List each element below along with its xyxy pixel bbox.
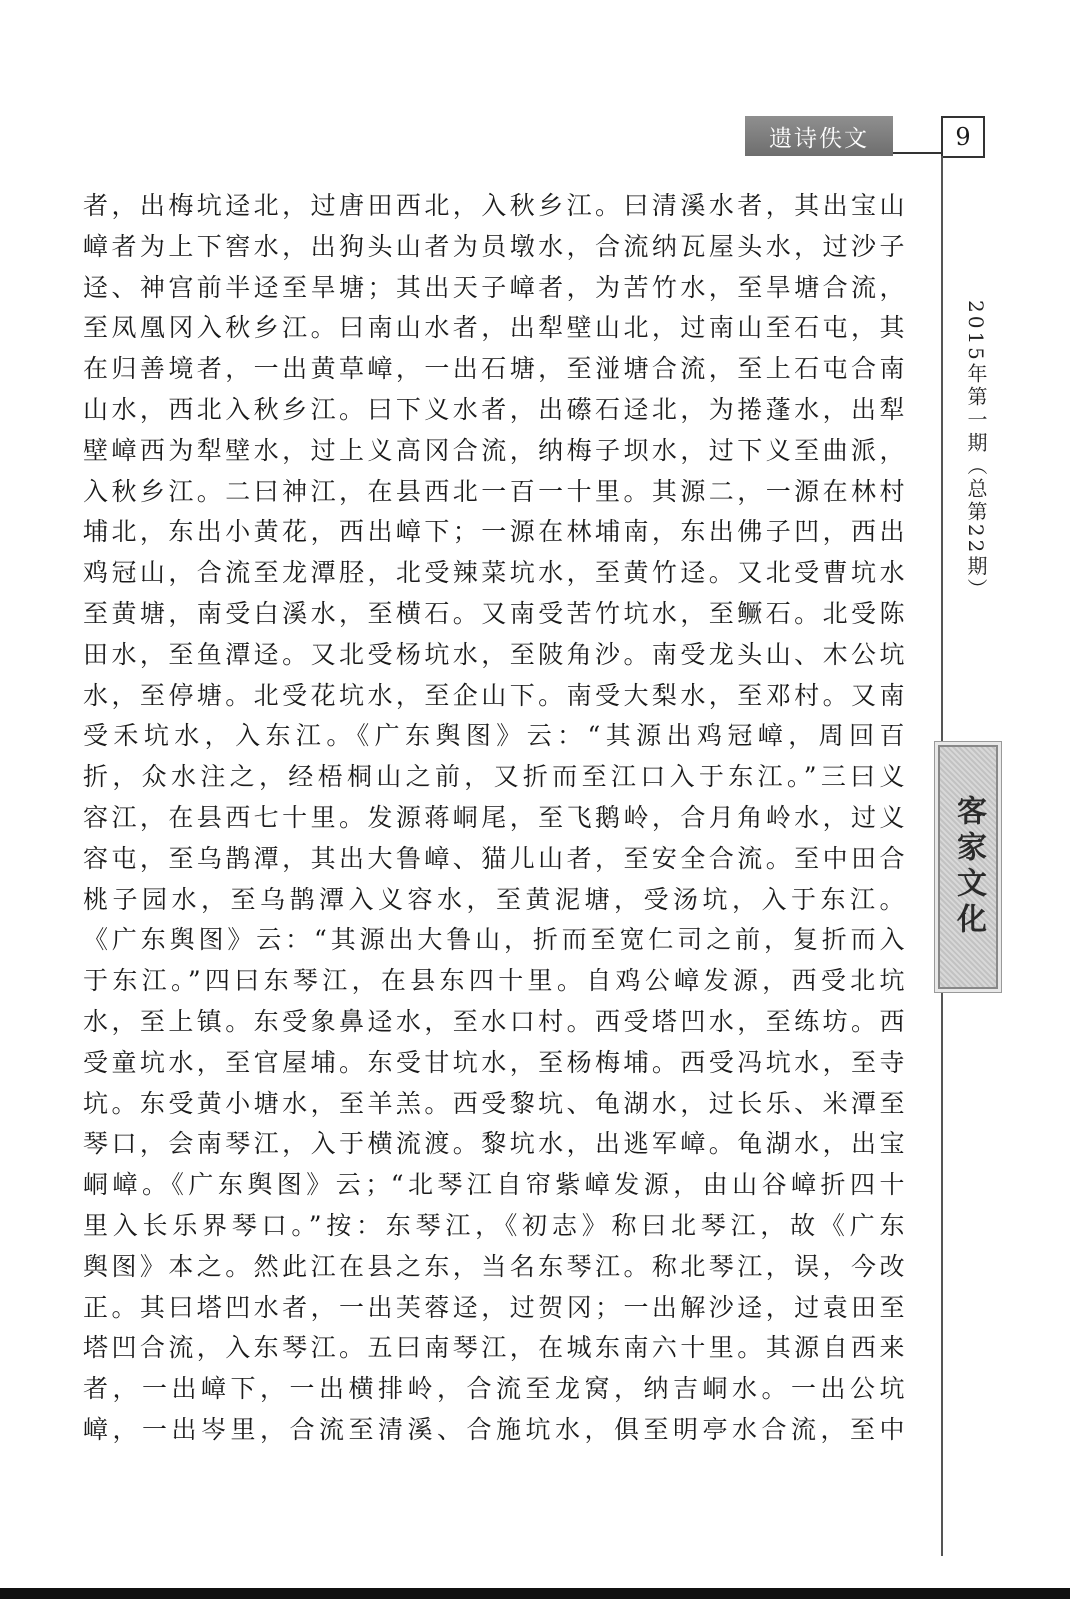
text-line: 正。其曰塔凹水者，一出芙蓉迳，过贺冈；一出解沙迳，过袁田至 [83, 1292, 905, 1322]
text-line: 者，一出嶂下，一出横排岭，合流至龙窝，纳吉峒水。一出公坑 [83, 1374, 905, 1404]
text-line: 塔凹合流，入东琴江。五曰南琴江，在城东南六十里。其源自西来 [83, 1333, 905, 1363]
text-line: 者，出梅坑迳北，过唐田西北，入秋乡江。曰清溪水者，其出宝山 [83, 191, 905, 220]
text-line: 埔北，东出小黄花，西出嶂下；一源在林埔南，东出佛子凹，西出 [83, 517, 905, 547]
text-line: 嶂者为上下窖水，出狗头山者为员墩水，合流纳瓦屋头水，过沙子 [83, 231, 905, 261]
text-line: 于东江。”四曰东琴江，在县东四十里。自鸡公嶂发源，西受北坑 [83, 966, 905, 996]
page-number: 9 [941, 116, 985, 158]
text-line: 鸡冠山，合流至龙潭胫，北受辣菜坑水，至黄竹迳。又北受曹坑水 [83, 558, 905, 588]
text-line: 桃子园水，至乌鹊潭入义容水，至黄泥塘，受汤坑，入于东江。 [83, 884, 905, 914]
text-line: 水，至停塘。北受花坑水，至企山下。南受大梨水，至邓村。又南 [83, 680, 905, 710]
text-line: 舆图》本之。然此江在县之东，当名东琴江。称北琴江，误，今改 [83, 1251, 905, 1281]
text-line: 田水，至鱼潭迳。又北受杨坑水，至陂角沙。南受龙头山、木公坑 [83, 639, 905, 669]
issue-label: 2015年第一期（总第22期） [964, 300, 988, 602]
text-line: 受童坑水，至官屋埔。东受甘坑水，至杨梅埔。西受冯坑水，至寺 [83, 1047, 905, 1077]
text-line: 琴口，会南琴江，入于横流渡。黎坑水，出逃军嶂。龟湖水，出宝 [83, 1129, 905, 1159]
text-line: 嶂，一出岑里，合流至清溪、合施坑水，俱至明亭水合流，至中 [83, 1414, 905, 1444]
text-line: 迳、神宫前半迳至旱塘；其出天子嶂者，为苦竹水，至旱塘合流， [83, 272, 905, 302]
text-line: 至凤凰冈入秋乡江。曰南山水者，出犁壁山北，过南山至石屯，其 [83, 313, 905, 343]
text-line: 水，至上镇。东受象鼻迳水，至水口村。西受塔凹水，至练坊。西 [83, 1006, 905, 1036]
text-line: 壁嶂西为犁壁水，过上义高冈合流，纳梅子坝水，过下义至曲派， [83, 435, 905, 465]
section-title: 遗诗佚文 [745, 116, 893, 156]
journal-logo [938, 745, 998, 989]
text-line: 坑。东受黄小塘水，至羊羔。西受黎坑、龟湖水，过长乐、米潭至 [83, 1088, 905, 1118]
text-line: 至黄塘，南受白溪水，至横石。又南受苦竹坑水，至鳜石。北受陈 [83, 598, 905, 628]
text-line: 容江，在县西七十里。发源蒋峒尾，至飞鹅岭，合月角岭水，过义 [83, 802, 905, 832]
text-line: 入秋乡江。二曰神江，在县西北一百一十里。其源二，一源在林村 [83, 476, 905, 506]
text-line: 《广东舆图》云：“其源出大鲁山，折而至宽仁司之前，复折而入 [83, 925, 905, 955]
text-line: 山水，西北入秋乡江。曰下义水者，出礤石迳北，为捲蓬水，出犁 [83, 394, 905, 424]
text-line: 受禾坑水，入东江。《广东舆图》云：“其源出鸡冠嶂，周回百 [83, 721, 905, 751]
text-line: 折，众水注之，经梧桐山之前，又折而至江口入于东江。”三曰义 [83, 762, 905, 792]
scan-edge [0, 1588, 1070, 1599]
journal-logo-text: 客家文化 [951, 795, 986, 939]
text-line: 在归善境者，一出黄草嶂，一出石塘，至湴塘合流，至上石屯合南 [83, 354, 905, 384]
body-text [83, 186, 905, 1451]
text-line: 容屯，至乌鹊潭，其出大鲁嶂、猫儿山者，至安全合流。至中田合 [83, 843, 905, 873]
text-line: 里入长乐界琴口。”按：东琴江，《初志》称曰北琴江，故《广东 [83, 1210, 905, 1240]
text-line: 峒嶂。《广东舆图》云；“北琴江自帘紫嶂发源，由山谷嶂折四十 [83, 1170, 905, 1200]
header-rule [893, 152, 941, 154]
